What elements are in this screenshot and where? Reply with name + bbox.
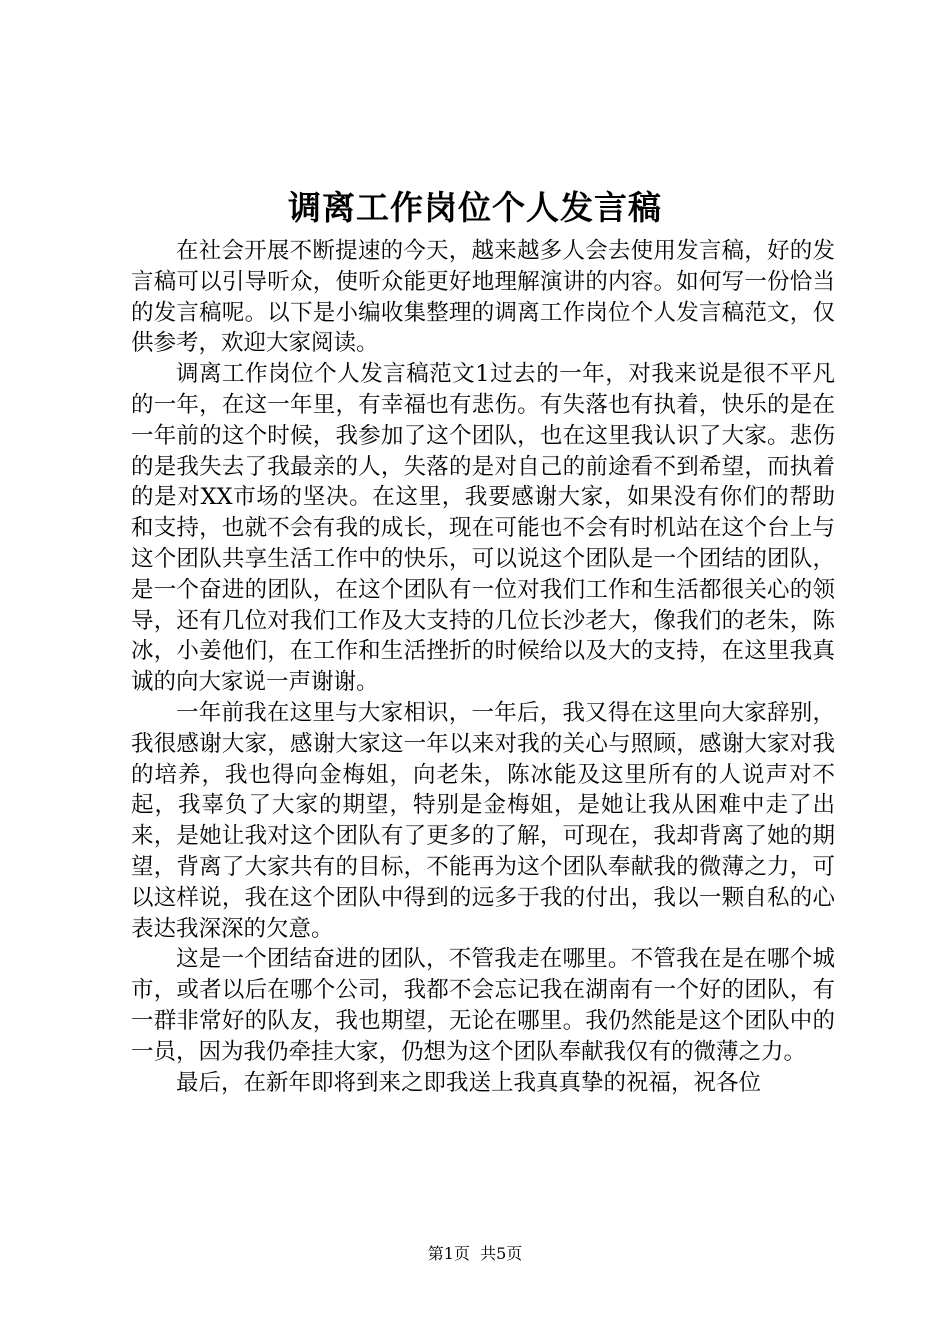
- paragraph-sample-1: 调离工作岗位个人发言稿范文1过去的一年，对我来说是很不平凡的一年，在这一年里，有幸福也有悲伤。有失落也有执着，快乐的是在一年前的这个时候，我参加了这个团队，也在这里我认识了大家。悲伤的是我失去了我最亲的人，失落的是对自己的前途看不到希望，而执着的是对XX市场的坚决。在这里，我要感谢大家，如果没有你们的帮助和支持，也就不会有我的成长，现在可能也不会有时机站在这个台上与这个团队共享生活工作中的快乐，可以说这个团队是一个团结的团队，是一个奋进的团队，在这个团队有一位对我们工作和生活都很关心的领导，还有几位对我们工作及大支持的几位长沙老大，像我们的老朱，陈冰，小姜他们，在工作和生活挫折的时候给以及大的支持，在这里我真诚的向大家说一声谢谢。: [131, 361, 835, 696]
- paragraph-farewell: 一年前我在这里与大家相识，一年后，我又得在这里向大家辞别，我很感谢大家，感谢大家这一年以来对我的关心与照顾，感谢大家对我的培养，我也得向金梅姐，向老朱，陈冰能及这里所有的人说声对不起，我辜负了大家的期望，特别是金梅姐，是她让我从困难中走了出来，是她让我对这个团队有了更多的了解，可现在，我却背离了她的期望，背离了大家共有的目标，不能再为这个团队奉献我的微薄之力，可以这样说，我在这个团队中得到的远多于我的付出，我以一颗自私的心表达我深深的欠意。: [131, 699, 835, 942]
- paragraph-intro: 在社会开展不断提速的今天，越来越多人会去使用发言稿，好的发言稿可以引导听众，使听众能更好地理解演讲的内容。如何写一份恰当的发言稿呢。以下是小编收集整理的调离工作岗位个人发言稿范文，仅供参考，欢迎大家阅读。: [131, 238, 835, 357]
- document-title: 调离工作岗位个人发言稿: [288, 188, 662, 227]
- page-number-footer: 第1页 共5页: [427, 1244, 523, 1263]
- paragraph-team: 这是一个团结奋进的团队，不管我走在哪里。不管我在是在哪个城市，或者以后在哪个公司，我都不会忘记我在湖南有一个好的团队，有一群非常好的队友，我也期望，无论在哪里。我仍然能是这个团队中的一员，因为我仍牵挂大家，仍想为这个团队奉献我仅有的微薄之力。: [131, 946, 835, 1065]
- paragraph-closing: 最后，在新年即将到来之即我送上我真真挚的祝福，祝各位: [176, 1069, 762, 1096]
- document-body: [131, 236, 835, 1098]
